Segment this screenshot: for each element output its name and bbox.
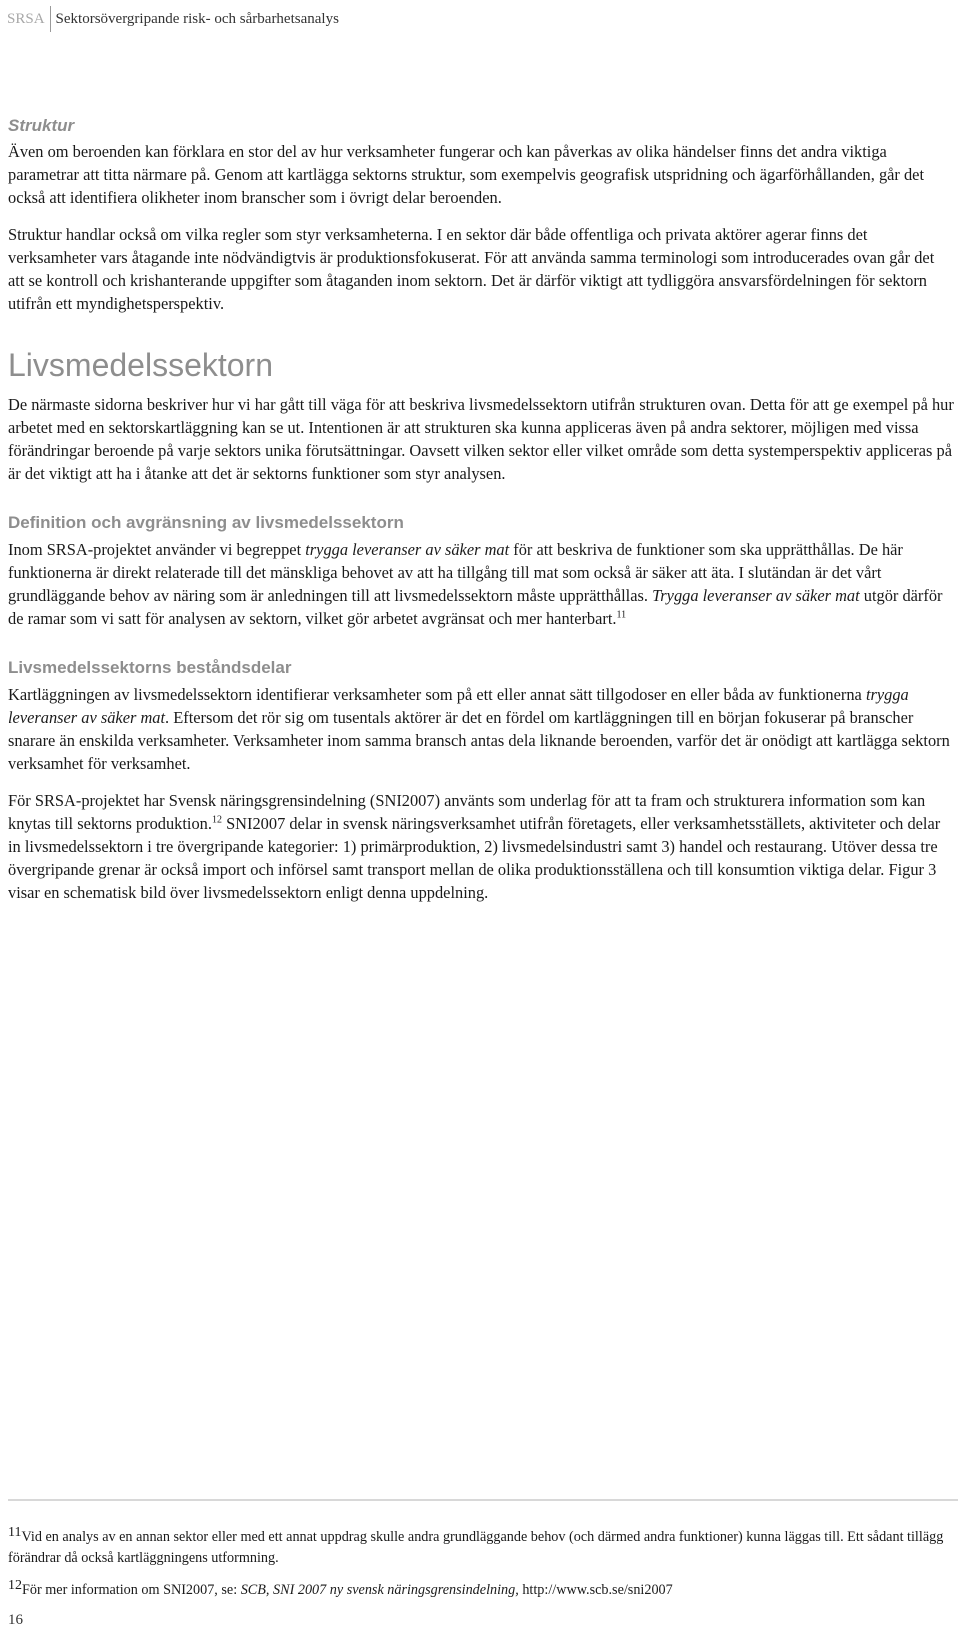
footnote-12: 12För mer information om SNI2007, se: SCB, SNI 2007 ny svensk näringsgrensindelning, http://www.scb.se/sni2007 — [8, 1578, 673, 1598]
footnote-ref-11[interactable]: 11 — [616, 609, 627, 621]
footnote-number: 12 — [8, 1578, 22, 1593]
emphasis-term: Trygga leveranser av säker mat — [652, 586, 860, 605]
footnote-link[interactable]: http://www.scb.se/sni2007 — [518, 1582, 673, 1598]
footnote-divider — [8, 1499, 958, 1501]
main-content — [8, 116, 954, 904]
section-heading-bestandsdelar: Livsmedelssektorns beståndsdelar — [8, 658, 292, 677]
footnote-number: 11 — [8, 1525, 22, 1540]
footnotes — [8, 1522, 954, 1601]
section-heading-definition: Definition och avgränsning av livsmedelssektorn — [8, 513, 404, 532]
footnote-11: 11Vid en analys av en annan sektor eller med ett annat uppdrag skulle andra grundläggande behov (och därmed andra funktioner) kunna läggas till. Ett sådant tillägg förändrar då också kartläggningens utformning. — [8, 1525, 944, 1566]
header-org: SRSA — [7, 10, 45, 27]
paragraph-livsmedelssektorn: De närmaste sidorna beskriver hur vi har gått till väga för att beskriva livsmedelssektorn utifrån strukturen ovan. Detta för att ge exempel på hur arbetet med en sektorskartläggning kan se ut. Intentionen är att strukturen ska kunna appliceras även på andra sektorer, möjligen med vissa förändringar beroende på varje sektors unika förutsättningar. Oavsett vilken sektor eller vilket område som detta systemperspektiv appliceras på är det viktigt att ha i åtanke att det är sektorns funktioner som styr analysen. — [8, 395, 954, 483]
paragraph-bestandsdelar-1: Kartläggningen av livsmedelssektorn identifierar verksamheter som på ett eller annat sätt tillgodoser en eller båda av funktionerna trygga leveranser av säker mat. Eftersom det rör sig om tusentals aktörer är det en fördel om kartläggningen till en början fokuserar på branscher snarare än enskilda verksamheter. Verksamheter inom samma bransch antas dela liknande beroenden, varför det är onödigt att kartlägga sektorn verksamhet för verksamhet. — [8, 685, 950, 773]
page-number: 16 — [8, 1612, 23, 1628]
emphasis-term: trygga leveranser av säker mat — [8, 685, 909, 727]
header-title: Sektorsövergripande risk- och sårbarhetsanalys — [55, 10, 339, 27]
running-header — [7, 6, 339, 32]
footnote-ref-12[interactable]: 12 — [211, 814, 222, 826]
paragraph-struktur-1: Även om beroenden kan förklara en stor del av hur verksamheter fungerar och kan påverkas av olika händelser finns det andra viktiga parametrar att titta närmare på. Genom att kartlägga sektorns struktur, som exempelvis geografisk utspridning och ägarförhållanden, går det också att identifiera olikheter inom branscher som i övrigt delar beroenden. — [8, 142, 924, 207]
paragraph-bestandsdelar-2: För SRSA-projektet har Svensk näringsgrensindelning (SNI2007) använts som underlag för att ta fram och strukturera information som kan knytas till sektorns produktion.$^{12}$ SNI2007 delar in svensk näringsverksamhet utifrån företagets, eller verksamhetsställets, aktiviteter och delar in livsmedelssektorn i tre övergripande kategorier: 1) primärproduktion, 2) livsmedelsindustri samt 3) handel och restaurang. Utöver dessa tre övergripande grenar är också import och införsel samt transport mellan de olika produktionsställena och till konsumtion viktiga delar. Figur 3 visar en schematisk bild över livsmedelssektorn enligt denna uppdelning. — [8, 791, 941, 902]
section-heading-livsmedelssektorn: Livsmedelssektorn — [8, 347, 273, 383]
emphasis-term: trygga leveranser av säker mat — [305, 540, 510, 559]
paragraph-definition: Inom SRSA-projektet använder vi begreppet trygga leveranser av säker mat för att beskriva de funktioner som ska upprätthållas. De här funktionerna är direkt relaterade till det mänskliga behovet av att ha tillgång till mat som också är säker att äta. I slutändan är det vårt grundläggande behov av näring som är anledningen till att livsmedelssektorn måste upprätthållas. Trygga leveranser av säker mat utgör därför de ramar som vi satt för analysen av sektorn, vilket gör arbetet avgränsat och mer hanterbart.$^{11}$ — [8, 540, 943, 628]
paragraph-struktur-2: Struktur handlar också om vilka regler som styr verksamheterna. I en sektor där både offentliga och privata aktörer agerar finns det verksamheter vars åtagande inte nödvändigtvis är produktionsfokuserat. För att använda samma terminologi som introducerades ovan går det att se kontroll och krishanterande uppgifter som åtaganden inom sektorn. Det är därför viktigt att tydliggöra ansvarsfördelningen för sektorn utifrån ett myndighetsperspektiv. — [8, 225, 935, 313]
section-heading-struktur: Struktur — [8, 116, 75, 135]
